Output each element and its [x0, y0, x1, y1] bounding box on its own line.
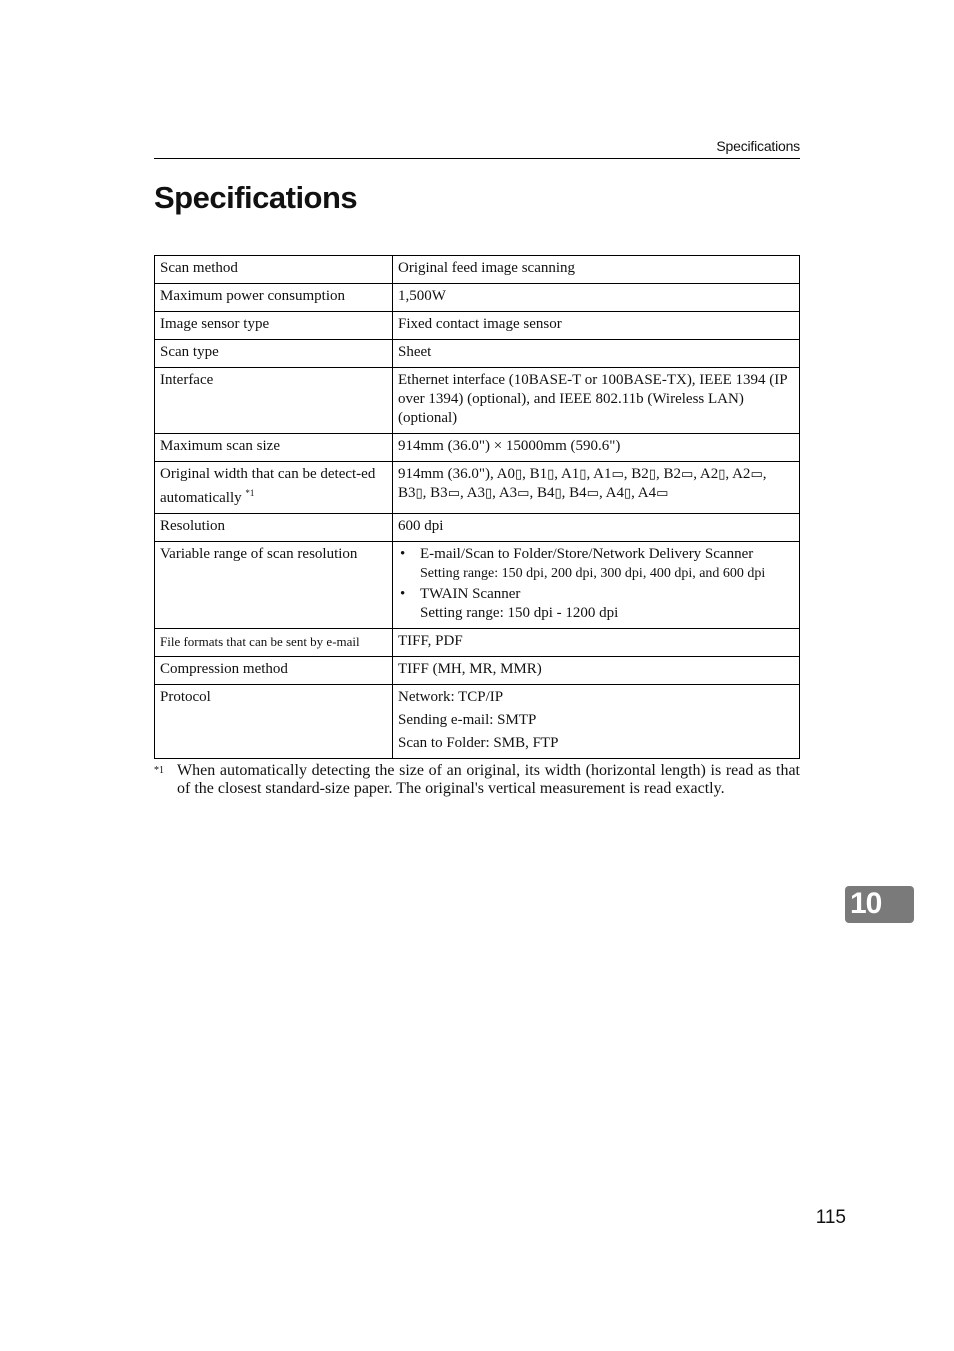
portrait-sheet-icon: ▯	[547, 467, 555, 482]
footnote-mark: *1	[154, 765, 164, 776]
row-value: 914mm (36.0") × 15000mm (590.6")	[393, 434, 800, 462]
portrait-sheet-icon: ▯	[718, 467, 726, 482]
table-row	[155, 542, 800, 629]
size-part: , A2	[693, 466, 719, 482]
table-row	[155, 462, 800, 514]
table-row	[155, 340, 800, 368]
row-label: Compression method	[155, 657, 393, 685]
row-label: Protocol	[155, 685, 393, 759]
row-label: Variable range of scan resolution	[155, 542, 393, 629]
bullet-icon: •	[400, 546, 406, 562]
specifications-table	[154, 255, 800, 759]
portrait-sheet-icon: ▯	[485, 486, 493, 501]
landscape-sheet-icon: ▭	[611, 467, 624, 482]
size-part: , B3	[398, 466, 767, 501]
portrait-sheet-icon: ▯	[579, 467, 587, 482]
bullet-detail: Setting range: 150 dpi, 200 dpi, 300 dpi, 400 dpi, and 600 dpi	[420, 566, 766, 581]
table-row	[155, 685, 800, 759]
table-row	[155, 514, 800, 542]
size-part: , B4	[561, 485, 587, 501]
page-number: 115	[815, 1207, 846, 1228]
row-value: 1,500W	[393, 284, 800, 312]
size-part: , A1	[586, 466, 612, 482]
size-part: , B3	[422, 485, 448, 501]
row-label: Scan method	[155, 256, 393, 284]
table-row	[155, 657, 800, 685]
row-label: File formats that can be sent by e-mail	[155, 629, 393, 657]
protocol-line: Scan to Folder: SMB, FTP	[398, 735, 559, 751]
portrait-sheet-icon: ▯	[514, 467, 523, 482]
table-row	[155, 312, 800, 340]
row-value: 600 dpi	[393, 514, 800, 542]
table-row	[155, 434, 800, 462]
size-part: , B1	[522, 466, 548, 482]
row-label	[155, 462, 393, 514]
portrait-sheet-icon: ▯	[623, 486, 632, 501]
protocol-line: Sending e-mail: SMTP	[398, 712, 537, 728]
size-part: 914mm (36.0"), A0	[398, 466, 515, 482]
paper-sizes-value	[393, 462, 800, 514]
landscape-sheet-icon: ▭	[517, 486, 530, 501]
row-label: Resolution	[155, 514, 393, 542]
portrait-sheet-icon: ▯	[648, 467, 656, 482]
footnote-reference: *1	[245, 488, 255, 498]
page-title: Specifications	[154, 180, 358, 215]
size-part: , A2	[725, 466, 751, 482]
row-label: Interface	[155, 368, 393, 434]
landscape-sheet-icon: ▭	[656, 486, 669, 501]
chapter-tab	[845, 886, 914, 923]
running-head: Specifications	[716, 138, 800, 154]
footnote	[154, 762, 800, 797]
bullet-icon: •	[400, 586, 406, 602]
row-value: TIFF (MH, MR, MMR)	[393, 657, 800, 685]
row-value: Original feed image scanning	[393, 256, 800, 284]
resolution-bullet-list	[398, 545, 794, 623]
table-row	[155, 284, 800, 312]
header-rule	[154, 158, 800, 159]
row-label: Scan type	[155, 340, 393, 368]
row-label: Image sensor type	[155, 312, 393, 340]
table-row	[155, 368, 800, 434]
landscape-sheet-icon: ▭	[586, 486, 599, 501]
size-part: , A3	[459, 485, 485, 501]
bullet-detail: Setting range: 150 dpi - 1200 dpi	[420, 605, 619, 621]
protocol-line: Network: TCP/IP	[398, 689, 504, 705]
size-part: , B2	[655, 466, 681, 482]
bullet-title: E-mail/Scan to Folder/Store/Network Delivery Scanner	[420, 546, 754, 562]
resolution-range-value	[393, 542, 800, 629]
size-part: , B4	[529, 485, 555, 501]
row-value: Ethernet interface (10BASE-T or 100BASE-TX), IEEE 1394 (IP over 1394) (optional), and IEEE 802.11b (Wireless LAN) (optional)	[393, 368, 800, 434]
size-part: , A4	[631, 485, 657, 501]
row-label-text: Original width that can be detect-ed automatically	[160, 466, 376, 506]
row-label: Maximum power consumption	[155, 284, 393, 312]
row-value: Sheet	[393, 340, 800, 368]
bullet-title: TWAIN Scanner	[420, 586, 521, 602]
footnote-text: When automatically detecting the size of an original, its width (horizontal length) is read as that of the closest standard-size paper. The original's vertical measurement is read exactly.	[177, 762, 800, 797]
size-part: , A3	[492, 485, 518, 501]
list-item	[398, 585, 794, 623]
landscape-sheet-icon: ▭	[750, 467, 763, 482]
table-row	[155, 629, 800, 657]
size-part: , B2	[623, 466, 649, 482]
row-value: Fixed contact image sensor	[393, 312, 800, 340]
size-part: , A4	[598, 485, 624, 501]
row-value: TIFF, PDF	[393, 629, 800, 657]
row-label: Maximum scan size	[155, 434, 393, 462]
portrait-sheet-icon: ▯	[554, 486, 562, 501]
size-part: , A1	[554, 466, 580, 482]
chapter-number: 10	[850, 887, 882, 920]
landscape-sheet-icon: ▭	[680, 467, 694, 482]
landscape-sheet-icon: ▭	[447, 486, 460, 501]
protocol-value	[393, 685, 800, 759]
table-row	[155, 256, 800, 284]
list-item	[398, 545, 794, 583]
portrait-sheet-icon: ▯	[415, 486, 423, 501]
